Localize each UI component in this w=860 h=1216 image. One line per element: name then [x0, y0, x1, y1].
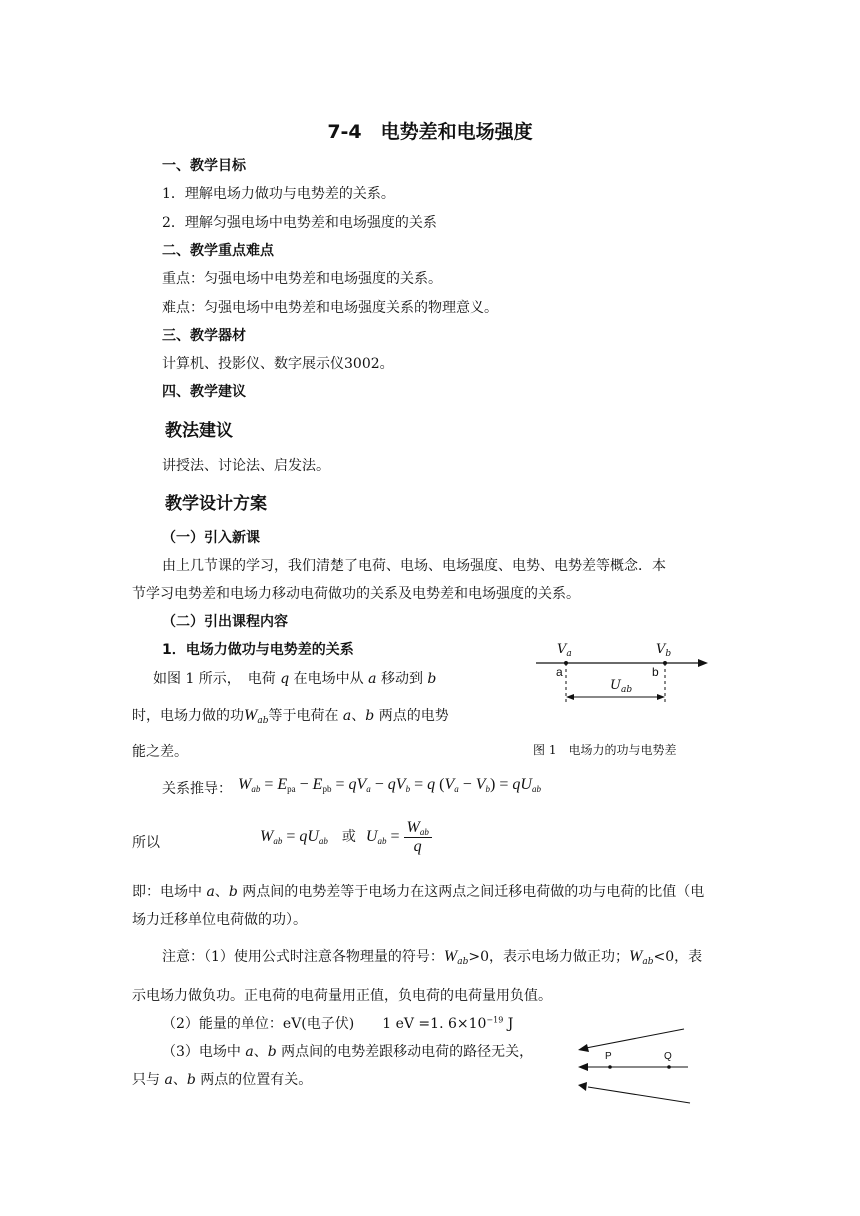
fraction-W-over-q: $\frac{W_{ab}}{q}$ [404, 819, 432, 856]
section-heading-keypoints: 二、教学重点难点 [162, 243, 274, 259]
note-3-line-2: 只与 a、b 两点的位置有关。 [132, 1072, 313, 1088]
field-line-bottom [588, 1087, 690, 1103]
label-Va: $V_a$ [557, 642, 572, 659]
arrowhead-middle [578, 1063, 588, 1071]
so-label: 所以 [132, 835, 160, 851]
section-heading-suggestions: 四、教学建议 [162, 384, 246, 400]
note-3-line-1: （3）电场中 a、b 两点间的电势差跟移动电荷的路径无关， [162, 1044, 534, 1060]
part1-heading: （一）引入新课 [162, 530, 260, 546]
figure2-diagram [572, 1025, 696, 1107]
note-1-line-2: 示电场力做负功。正电荷的电荷量用正值，负电荷的电荷量用负值。 [132, 988, 552, 1004]
section-heading-goals: 一、教学目标 [162, 158, 246, 174]
label-point-b: b [652, 665, 659, 679]
goal-item-1: 1．理解电场力做功与电势差的关系。 [162, 186, 395, 202]
arrowhead-top [578, 1044, 589, 1052]
label-Q: Q [664, 1051, 672, 1062]
part2-heading: （二）引出课程内容 [162, 614, 288, 630]
point-P-dot [608, 1065, 612, 1069]
keypoint-item-2: 难点：匀强电场中电势差和电场强度关系的物理意义。 [162, 300, 498, 316]
page-title: 7-4 电势差和电场强度 [327, 121, 533, 143]
method-text: 讲授法、讨论法、启发法。 [162, 458, 330, 474]
field-line-top [586, 1029, 684, 1048]
equipment-item: 计算机、投影仪、数字展示仪3002。 [162, 356, 394, 372]
meaning-line-1: 即：电场中 a、b 两点间的电势差等于电场力在这两点之间迁移电荷做的功与电荷的比值（电 [132, 884, 705, 900]
distance-arrow-left [566, 694, 574, 700]
paragraph-line-2: 时，电场力做的功$W_{ab}$等于电荷在 a、b 两点的电势 [132, 707, 449, 726]
paragraph-line-3: 能之差。 [132, 744, 188, 760]
label-Vb: $V_b$ [656, 642, 672, 659]
label-Uab: $U_{ab}$ [610, 678, 633, 695]
section-heading-equipment: 三、教学器材 [162, 328, 246, 344]
distance-arrow-right [657, 694, 665, 700]
arrowhead-bottom [578, 1082, 587, 1091]
result-formula: $W_{ab} = qU_{ab}$ 或 $U_{ab}$ = $\frac{W_{ab}}{q}$ [260, 819, 432, 856]
subsection-heading: 1．电场力做功与电势差的关系 [162, 642, 354, 658]
goal-item-2: 2．理解匀强电场中电势差和电场强度的关系 [162, 215, 437, 231]
label-point-a: a [556, 665, 563, 679]
point-Q-dot [667, 1065, 671, 1069]
intro-line-1: 由上几节课的学习，我们清楚了电荷、电场、电场强度、电势、电势差等概念．本 [162, 558, 666, 574]
derivation-label: 关系推导： [162, 781, 232, 797]
label-P: P [605, 1051, 612, 1062]
method-heading: 教法建议 [165, 421, 233, 441]
note-2: （2）能量的单位：eV(电子伏) 1 eV =1. $6\times 10^{-19}$ J [162, 1015, 514, 1032]
design-heading: 教学设计方案 [165, 494, 267, 514]
derivation-formula: $W_{ab} = E_{pa} - E_{pb} = qV_a - qV_b = q$ $(V_a - V_b) = qU_{ab}$ [238, 776, 541, 794]
note-1-line-1: 注意：（1）使用公式时注意各物理量的符号：$W_{ab}>0$，表示电场力做正功；$W_{ab}<0$，表 [162, 948, 703, 967]
paragraph-line-1: 如图 1 所示， 电荷 q 在电场中从 a 移动到 b [153, 671, 437, 687]
intro-line-2: 节学习电势差和电场力移动电荷做功的关系及电势差和电场强度的关系。 [132, 586, 580, 602]
meaning-line-2: 场力迁移单位电荷做的功）。 [132, 912, 307, 928]
figure1-caption: 图 1 电场力的功与电势差 [533, 743, 677, 757]
field-arrowhead [698, 659, 708, 667]
keypoint-item-1: 重点：匀强电场中电势差和电场强度的关系。 [162, 271, 442, 287]
